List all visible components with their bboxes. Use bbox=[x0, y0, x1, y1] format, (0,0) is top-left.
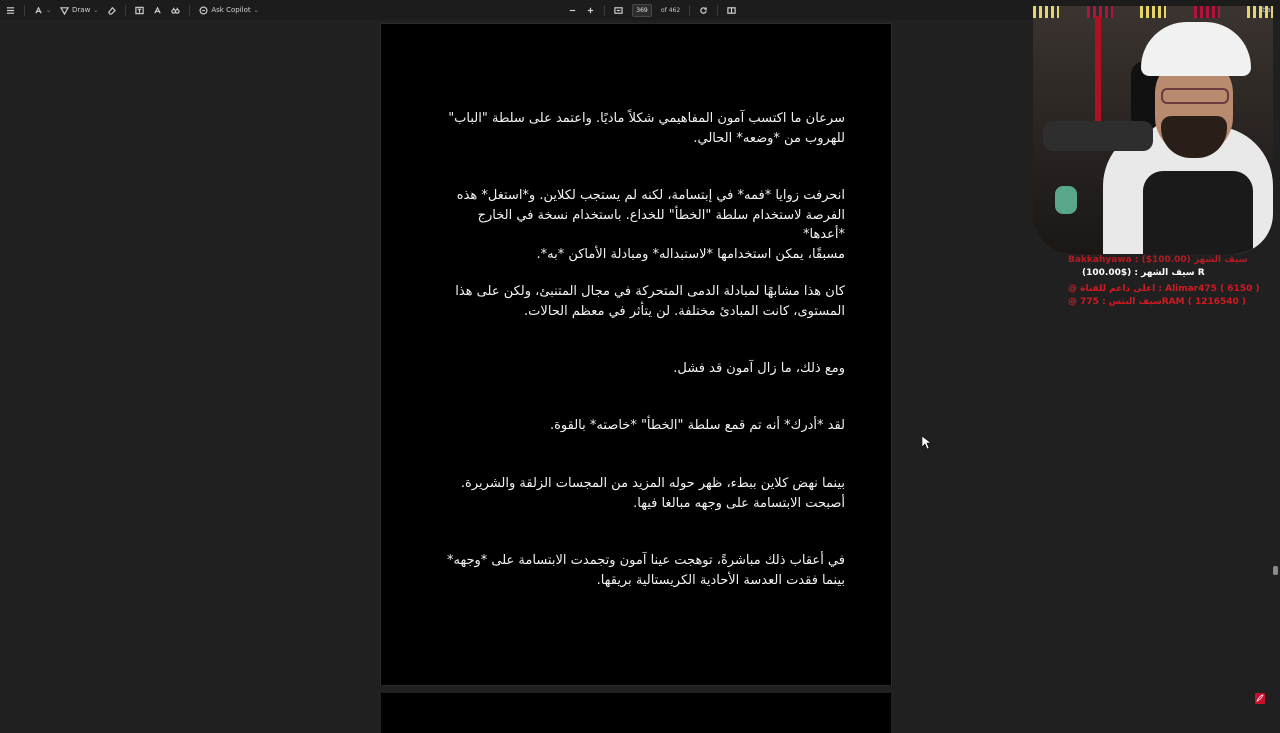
draw-label: Draw bbox=[72, 6, 91, 14]
corner-text: bat bbox=[1262, 6, 1274, 14]
cap bbox=[1141, 22, 1251, 76]
overlay-month-sword: سيف الشهر : ($100.00) R bbox=[1082, 268, 1205, 278]
webcam-feed bbox=[1033, 6, 1273, 254]
toolbar-left-group bbox=[6, 0, 259, 20]
ask-copilot-label: Ask Copilot bbox=[211, 6, 251, 14]
overlay-bits-sword: @ سيف البتس : 775RAM ( 1216540 ) bbox=[1068, 297, 1247, 307]
paragraph: ومع ذلك، ما زال آمون قد فشل. bbox=[673, 361, 845, 376]
fit-page-icon[interactable] bbox=[614, 6, 623, 15]
draw-button[interactable] bbox=[60, 6, 98, 15]
zoom-out-icon[interactable] bbox=[568, 6, 577, 15]
list-icon[interactable] bbox=[6, 6, 15, 15]
page-total-label: of 462 bbox=[661, 6, 681, 14]
toolbar-divider bbox=[689, 5, 690, 16]
ask-copilot-button[interactable] bbox=[199, 6, 258, 15]
overlay-top-supporter: @ اعلى داعم للقناة : Alimar475 ( 6150 ) bbox=[1068, 284, 1260, 294]
scrollbar-thumb[interactable] bbox=[1273, 566, 1278, 575]
mic-arm bbox=[1095, 16, 1101, 126]
zoom-in-icon[interactable] bbox=[586, 6, 595, 15]
shirt bbox=[1143, 171, 1253, 254]
crown-icon bbox=[1194, 6, 1220, 18]
two-page-icon[interactable] bbox=[727, 6, 736, 15]
paragraph: في أعقاب ذلك مباشرةً، توهجت عينا آمون وتجمدت الابتسامة على *وجهه* بينما فقدت العدسة الأحادية الكريستالية بريقها. bbox=[447, 553, 845, 588]
paragraph: انحرفت زوايا *فمه* في إبتسامة، لكنه لم يستجب لكلاين. و*استغل* هذه الفرصة لاستخدام سلطة "الخطأ" للخداع. باستخدام نسخة في الخارج *أعدها* مسبقًا، يمكن استخدامها *لاستبداله* ومبادلة الأماكن *به*. bbox=[456, 188, 845, 262]
toolbar-divider bbox=[604, 5, 605, 16]
read-aloud-icon[interactable] bbox=[153, 6, 162, 15]
overlay-top-line: Bakkahyawa : ($100.00) سيف الشهر bbox=[1068, 255, 1248, 265]
pdf-icon bbox=[1255, 693, 1265, 704]
paragraph: كان هذا مشابهًا لمبادلة الدمى المتحركة في مجال المتنبئ، ولكن على هذا المستوى، كانت المبادئ مختلفة. لن يتأثر في معظم الحالات. bbox=[455, 284, 845, 319]
next-pdf-page bbox=[381, 693, 891, 733]
crown-icon bbox=[1140, 6, 1166, 18]
microphone bbox=[1043, 121, 1153, 151]
figurine bbox=[1055, 186, 1077, 214]
chevron-down-icon: ⌄ bbox=[253, 6, 259, 14]
copilot-icon bbox=[199, 6, 208, 15]
toolbar-divider bbox=[189, 5, 190, 16]
crown-icon bbox=[1033, 6, 1059, 18]
rotate-icon[interactable] bbox=[699, 6, 708, 15]
toolbar-center-group bbox=[568, 0, 736, 20]
glasses bbox=[1161, 88, 1229, 104]
highlighter-icon[interactable] bbox=[34, 6, 51, 15]
toolbar-divider bbox=[717, 5, 718, 16]
draw-icon bbox=[60, 6, 69, 15]
paragraph: سرعان ما اكتسب آمون المفاهيمي شكلاً ماديًا. واعتمد على سلطة "الباب" للهروب من *وضعه* الحالي. bbox=[448, 111, 845, 146]
chevron-down-icon: ⌄ bbox=[46, 6, 52, 14]
paragraph: لقد *أدرك* أنه تم قمع سلطة "الخطأ" *خاصته* بالقوة. bbox=[549, 418, 845, 433]
immersive-reader-icon[interactable] bbox=[171, 6, 180, 15]
page-number-input[interactable] bbox=[632, 4, 652, 17]
mouse-cursor-icon bbox=[922, 436, 932, 450]
toolbar-divider bbox=[125, 5, 126, 16]
pdf-page bbox=[381, 24, 891, 685]
crown-decoration bbox=[1033, 6, 1273, 20]
toolbar-divider bbox=[24, 5, 25, 16]
eraser-icon[interactable] bbox=[107, 6, 116, 15]
chevron-down-icon: ⌄ bbox=[93, 6, 99, 14]
text-box-icon[interactable] bbox=[135, 6, 144, 15]
paragraph: بينما نهض كلاين ببطء، ظهر حوله المزيد من المجسات الزلقة والشريرة. أصبحت الابتسامة على وجهه مبالغا فيها. bbox=[460, 476, 845, 511]
